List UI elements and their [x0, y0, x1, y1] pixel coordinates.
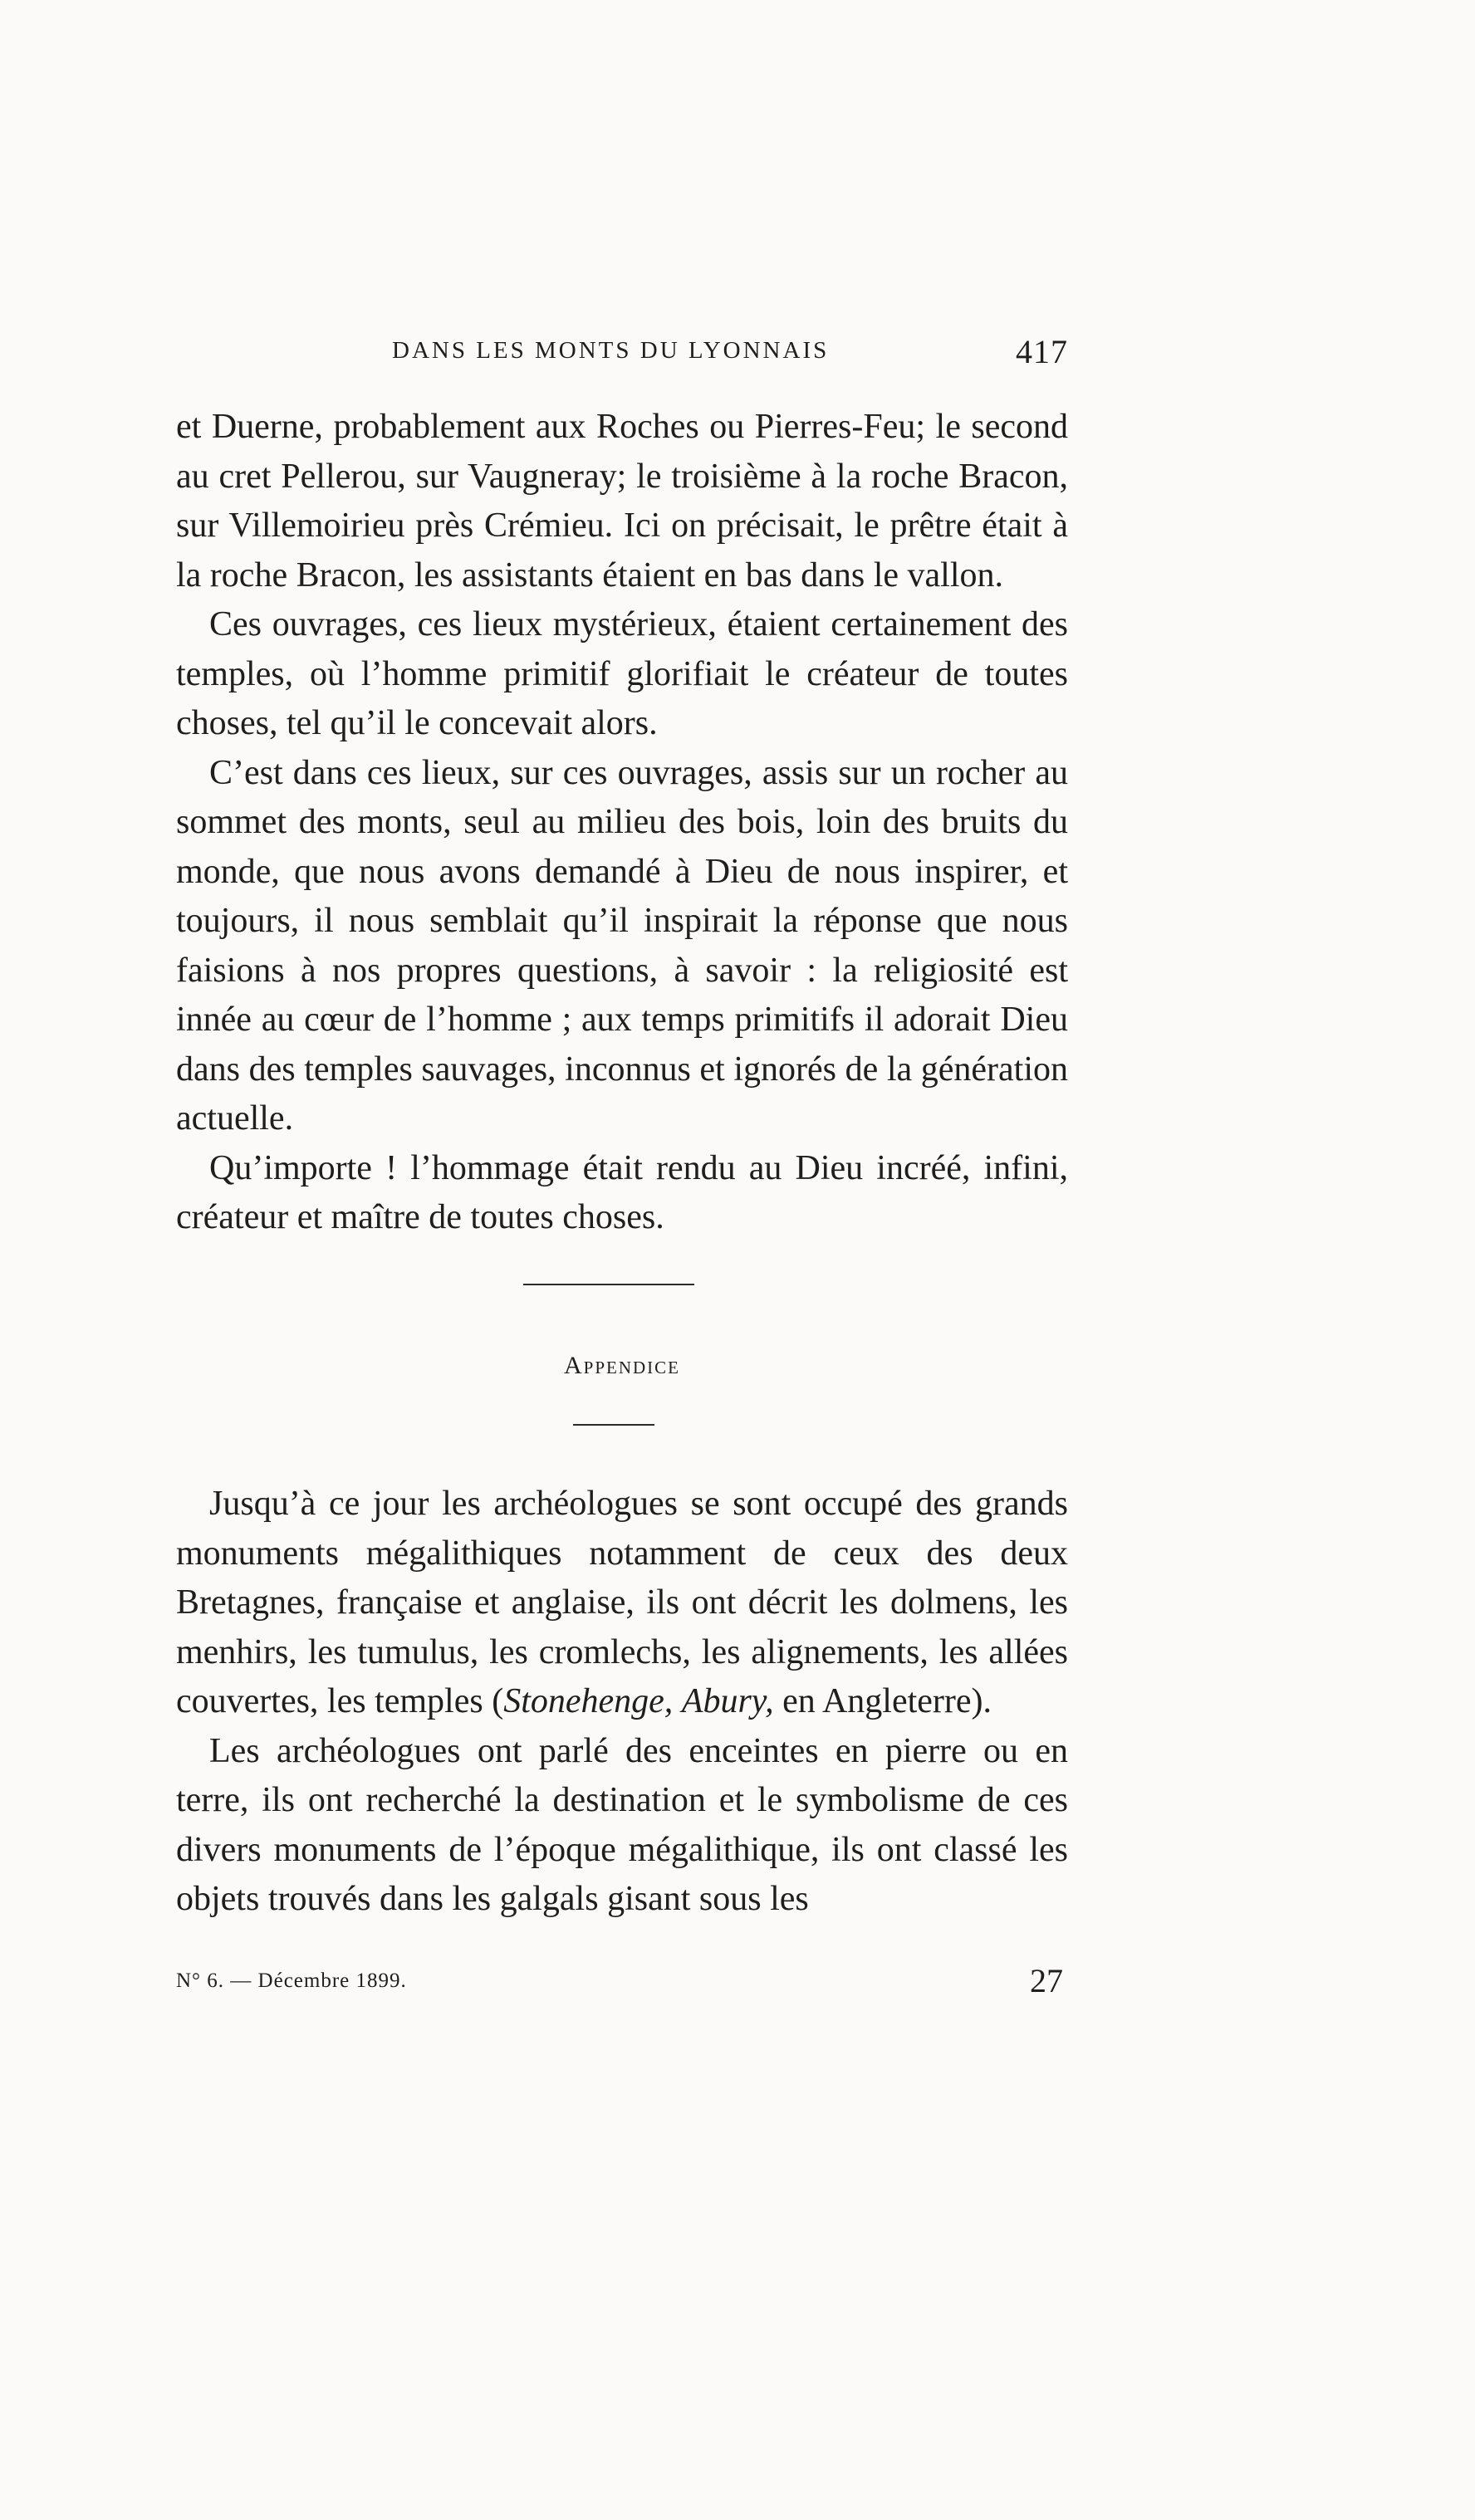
title-ornament-rule	[573, 1424, 654, 1426]
paragraph-continued: et Duerne, probablement aux Roches ou Pierres-Feu; le second au cret Pellerou, sur Vaugneray; le troisième à la roche Bracon, sur Villemoirieu près Crémieu. Ici on précisait, le prêtre était à la roche Bracon, les assistants étaient en bas dans le vallon.	[176, 408, 1068, 595]
paragraph: C’est dans ces lieux, sur ces ouvrages, assis sur un rocher au sommet des monts, seul au milieu des bois, loin des bruits du monde, que nous avons demandé à Dieu de nous inspirer, et toujours, il nous semblait qu’il inspirait la réponse que nous faisions à nos propres questions, à savoir : la religiosité est innée au cœur de l’homme ; aux temps primitifs il adorait Dieu dans des temples sauvages, inconnus et ignorés de la génération actuelle.	[176, 753, 1068, 1138]
appendix-italic-abury: Abury,	[681, 1682, 774, 1720]
page-footer	[176, 1961, 1068, 2003]
appendix-text-run: Jusqu’à ce jour les archéologues se sont occupé des grands monuments mégalithiques notamment de ceux des deux Bretagnes, française et anglaise, ils ont décrit les dolmens, les menhirs, les tumulus, les cromlechs, les alignements, les allées couvertes, les temples (	[176, 1485, 1068, 1720]
paragraph: Qu’importe ! l’hommage était rendu au Dieu incréé, infini, créateur et maître de toutes choses.	[176, 1148, 1068, 1236]
paragraph: Ces ouvrages, ces lieux mystérieux, étaient certainement des temples, où l’homme primitif glorifiait le créateur de toutes choses, tel qu’il le concevait alors.	[176, 605, 1068, 742]
appendix-text	[176, 1480, 1068, 1925]
signature-mark: 27	[1030, 1962, 1063, 1999]
appendix-title: Appendice	[563, 1352, 680, 1379]
appendix-italic-stonehenge: Stonehenge,	[503, 1682, 674, 1720]
page-number: 417	[1016, 333, 1068, 370]
page-header	[176, 332, 1068, 382]
issue-line: N° 6. — Décembre 1899.	[176, 1970, 407, 1992]
section-divider	[523, 1284, 694, 1285]
running-head: DANS LES MONTS DU LYONNAIS	[392, 337, 830, 364]
appendix-paragraph	[176, 1480, 1068, 1727]
appendix-text-run: en Angleterre).	[773, 1682, 992, 1720]
appendix-paragraph: Les archéologues ont parlé des enceintes en pierre ou en terre, ils ont recherché la destination et le symbolisme de ces divers monuments de l’époque mégalithique, ils ont classé les objets trouvés dans les galgals gisant sous les	[176, 1731, 1068, 1918]
main-text	[176, 403, 1068, 1243]
